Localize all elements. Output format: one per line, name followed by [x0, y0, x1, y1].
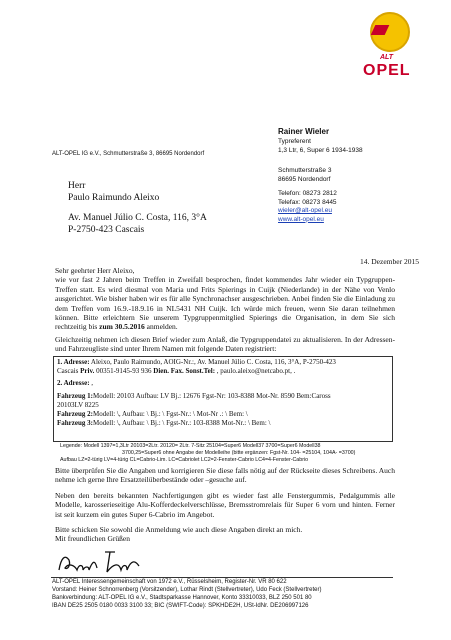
- letter-date: 14. Dezember 2015: [360, 257, 419, 266]
- footer-line: ALT-OPEL Interessengemeinschaft von 1972 e.V., Rüsselsheim, Register-Nr. VR 80 622: [52, 579, 287, 585]
- recipient-address: [68, 180, 207, 236]
- email-value: , paulo.aleixo@netcabo.pt, .: [215, 367, 296, 376]
- contact-phone: Telefon: 08273 2812: [278, 190, 337, 197]
- letter-body-bottom: [55, 466, 395, 544]
- priv-phone: 00351-9145-93 936: [94, 367, 154, 376]
- alt-opel-logo: [360, 12, 420, 80]
- contact-fax: Telefax: 08273 8445: [278, 198, 337, 206]
- footer-line: IBAN DE25 2505 0180 0033 3100 33; BIC (SWIFT-Code): SPKHDE2H, USt-IdNr. DE206997126: [52, 603, 309, 609]
- paragraph-send: Bitte schicken Sie sowohl die Anmeldung wie auch diese Angaben direkt an mich.: [55, 525, 303, 535]
- contact-role-block: [278, 138, 363, 155]
- contact-city: 86695 Nordendorf: [278, 175, 331, 183]
- contact-role: Typreferent: [278, 138, 311, 145]
- address-2-label: 2. Adresse:: [57, 379, 90, 388]
- vehicle-1-label: Fahrzeug 1:: [57, 391, 93, 400]
- legend-line: 3700,25=Super6 ohne Angabe der Modelleihe (bitte ergänzen: Fgst-Nr. 104- =25104, 104A- =3700): [122, 449, 356, 456]
- vehicle-3-value: Modell: \, Aufbau: \ Bj.: \ Fgst-Nr.: 103-8388 Mot-Nr.: \ Bem: \: [92, 419, 271, 428]
- paragraph-invitation-end: anmelden.: [144, 322, 178, 332]
- contact-street: Schmutterstraße 3: [278, 167, 332, 174]
- address-2-row: [57, 379, 389, 388]
- recipient-city: P-2750-423 Cascais: [68, 225, 145, 235]
- footer-line: Bankverbindung: ALT-OPEL IG e.V., Stadtsparkasse Hannover, Konto 33310033, BLZ 250 501 80: [52, 595, 312, 601]
- contact-comms: [278, 190, 337, 224]
- contact-web-link[interactable]: www.alt-opel.eu: [278, 215, 324, 223]
- recipient-name: Paulo Raimundo Aleixo: [68, 193, 160, 203]
- paragraph-check: Bitte überprüfen Sie die Angaben und korrigieren Sie diese falls nötig auf der Rückseite dieses Schreibens. Auch nehme ich gerne Ihre Ersatzteilüberbestände oder –gesuche auf.: [55, 466, 395, 485]
- footer-line: Vorstand: Heiner Schnorrenberg (Vorsitzender), Lothar Rindt (Stellvertreter), Udo Feck (Stellvertreter): [52, 587, 322, 593]
- recipient-street: Av. Manuel Júlio C. Costa, 116, 3°A: [68, 213, 207, 223]
- contact-email-link[interactable]: wieler@alt-opel.eu: [278, 207, 332, 214]
- closing: Mit freundlichen Grüßen: [55, 534, 130, 544]
- contact-name: Rainer Wieler: [278, 127, 330, 136]
- contact-models: 1,3 Ltr, 6, Super 6 1934-1938: [278, 146, 363, 154]
- vehicle-1-value: Modell: 20103 Aufbau: LV Bj.: 12676 Fgst-Nr: 103-8388 Mot-Nr. 8590 Bem:Caross: [92, 391, 331, 400]
- logo-opel-text: OPEL: [363, 62, 411, 79]
- vehicle-1-row: [57, 392, 389, 401]
- address-1-city: Cascais: [57, 367, 81, 376]
- address-1-cont-row: [57, 367, 389, 376]
- handwritten-signature: [55, 540, 145, 580]
- priv-label: Priv.: [80, 367, 95, 376]
- address-1-label: 1. Adresse:: [57, 358, 90, 366]
- vehicle-2-row: [57, 410, 389, 419]
- legend: [60, 443, 390, 463]
- legend-line: Aufbau LZ=2-türig LV=4-türig CL=Cabrio-Lim. LC=Cabriolet LC2=2-Fenster-Cabrio LC4=4-Fenster-Cabrio: [60, 456, 309, 463]
- paragraph-invitation-text: wie vor fast 2 Jahren beim Treffen in Zweifall besprochen, findet kommendes Jahr wieder ein Typgruppen-Treffen statt. Es wird diesmal von Maria und Frits Spierings in Cuijk (Niederlande) in der Nähe von Venlo ausgerichtet. Wie bisher haben wir es für alle Synchronachser ausgeschrieben. Anbei finden Sie die Einladung zu dem Treffen vom 16.9.-18.9.16 in NL5431 NH Cuijk. Ich würde mich freuen, wenn Sie daran teilnehmen können. Bitte erleichtern Sie unserem Typgruppenmitglied Spierings die Organisation, in dem Sie sich rechtzeitig bis: [55, 275, 395, 332]
- logo-alt-text: ALT: [380, 54, 394, 61]
- registration-deadline: zum 30.5.2016: [99, 322, 145, 332]
- vehicle-2-label: Fahrzeug 2:: [57, 410, 93, 419]
- vehicle-3-label: Fahrzeug 3:: [57, 419, 93, 428]
- paragraph-update: Gleichzeitig nehmen ich diesen Brief wieder zum Anlaß, die Typgruppendatei zu aktualisieren. In der Adressen- und Fahrzeugliste sind unter Ihrem Namen mit folgende Daten registriert:: [55, 334, 395, 354]
- contact-address: [278, 167, 331, 184]
- sender-return-line: ALT-OPEL IG e.V., Schmutterstraße 3, 86695 Nordendorf: [52, 151, 205, 157]
- paragraph-parts: Neben den bereits bekannten Nachfertigungen gibt es wieder fast alle Fenstergummis, Pedalgummis alle Modelle, karosserieseitige Alu-Kofferdeckelverschlüsse, Bremsstromrelais für Super 6 vorn und hinten. Ferner ist seit kurzem ein gutes Super 6-Cabrio im Angebot.: [55, 490, 395, 519]
- greeting: Sehr geehrter Herr Aleixo,: [55, 266, 135, 275]
- footer: [52, 578, 321, 610]
- vehicle-3-row: [57, 419, 389, 428]
- address-2-value: ,: [89, 379, 94, 388]
- recipient-salutation: Herr: [68, 181, 86, 191]
- address-1-row: [57, 358, 389, 367]
- address-1-value: Aleixo, Paulo Raimundo, AOIG-Nr.:, Av. Manuel Júlio C. Costa, 116, 3°A, P-2750-423: [89, 358, 336, 366]
- vehicle-data-box: [53, 356, 393, 442]
- vehicle-2-value: Modell: \, Aufbau: \ Bj.: \ Fgst-Nr.: \ Mot-Nr .: \ Bem: \: [92, 410, 248, 419]
- paragraph-invitation: [55, 275, 395, 331]
- letter-body-top: [55, 266, 395, 354]
- dien-fax-label: Dien. Fax. Sonst.Tel:: [153, 367, 216, 376]
- legend-line: Legende: Modell 1397=1,3Ltr 20103=2Ltr. 20120= 2Ltr. 7-Sitz 25104=Super6 Modell37 3700=Super6 Modell38: [60, 443, 321, 449]
- vehicle-1-cont: 20103LV 8225: [57, 400, 99, 409]
